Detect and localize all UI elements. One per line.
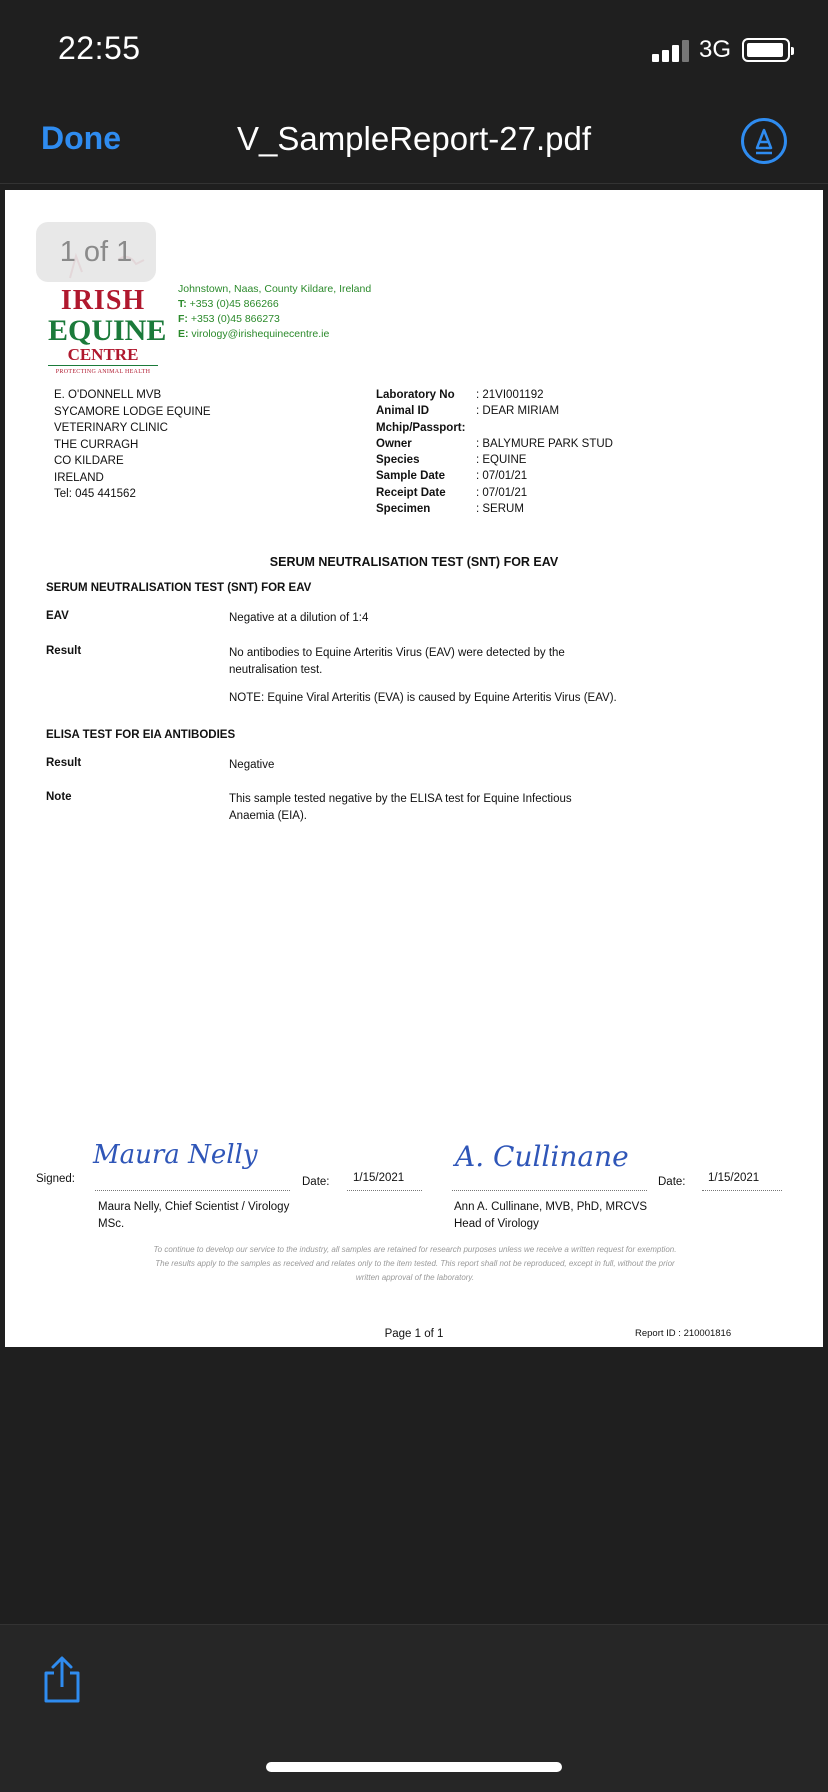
pdf-page (5, 190, 823, 1347)
elisa-note-value: This sample tested negative by the ELISA test for Equine Infectious Anaemia (EIA). (229, 793, 572, 822)
contact-email: virology@irishequinecentre.ie (191, 328, 330, 340)
lab-info-label: Laboratory No (376, 389, 455, 401)
client-line: E. O'DONNELL MVB (54, 389, 162, 401)
client-line: SYCAMORE LODGE EQUINE (54, 405, 211, 418)
date-line (347, 1190, 422, 1191)
lab-info-row (376, 387, 613, 403)
elisa-result-value: Negative (229, 759, 275, 771)
lab-info-value: : EQUINE (476, 454, 527, 467)
signatory-1-title: MSc. (98, 1218, 125, 1230)
lab-info-value: : 21VI001192 (476, 389, 544, 401)
signatory-1-name: Maura Nelly, Chief Scientist / Virology (98, 1201, 290, 1213)
date-label: Date: (658, 1176, 686, 1188)
lab-info-value: : BALYMURE PARK STUD (476, 437, 613, 450)
status-bar (0, 0, 828, 100)
clock: 22:55 (58, 30, 141, 66)
network-type: 3G (699, 36, 732, 63)
page-number: Page 1 of 1 (384, 1328, 444, 1340)
eav-value: Negative at a dilution of 1:4 (229, 612, 369, 624)
home-indicator[interactable] (266, 1762, 562, 1772)
elisa-result-label: Result (46, 757, 82, 769)
lab-info-row (376, 436, 613, 452)
client-line: IRELAND (54, 471, 104, 484)
signal-icon (652, 40, 692, 62)
eav-label: EAV (46, 610, 69, 622)
snt-note: NOTE: Equine Viral Arteritis (EVA) is caused by Equine Arteritis Virus (EAV). (229, 692, 617, 704)
email-label: E: (178, 328, 189, 340)
contact-address: Johnstown, Naas, County Kildare, Ireland (178, 283, 372, 295)
signed-label: Signed: (36, 1173, 76, 1185)
signature-1: Maura Nelly (93, 1140, 258, 1170)
contact-block (178, 282, 371, 342)
snt-section-heading: SERUM NEUTRALISATION TEST (SNT) FOR EAV (46, 582, 312, 594)
done-button[interactable]: Done (41, 120, 121, 156)
signature-line (95, 1190, 290, 1191)
signatory-2-name: Ann A. Cullinane, MVB, PhD, MRCVS (454, 1201, 648, 1213)
report-id: Report ID : 210001816 (635, 1328, 732, 1339)
lab-info-label: Mchip/Passport: (376, 421, 466, 434)
contact-phone: +353 (0)45 866266 (189, 298, 279, 310)
disclaimer-line: To continue to develop our service to the industry, all samples are retained for research purposes unless we receive a written request for exemption. (153, 1245, 677, 1254)
logo-line2: EQUINE (48, 314, 167, 347)
battery-icon (742, 38, 790, 62)
elisa-note-label: Note (46, 791, 72, 803)
snt-result-value: No antibodies to Equine Arteritis Virus (EAV) were detected by the neutralisation test. (229, 647, 565, 676)
logo-tagline: PROTECTING ANIMAL HEALTH (55, 369, 151, 375)
client-tel: Tel: 045 441562 (54, 488, 136, 500)
client-line: THE CURRAGH (54, 438, 139, 451)
client-address (54, 387, 211, 486)
lab-info-row (376, 420, 613, 436)
document-viewer[interactable] (0, 184, 828, 1624)
contact-fax: +353 (0)45 866273 (190, 313, 280, 325)
logo-line3: CENTRE (48, 345, 158, 366)
lab-info-label: Owner (376, 437, 412, 450)
signature-1-date: 1/15/2021 (353, 1172, 405, 1184)
lab-info-label: Sample Date (376, 470, 446, 483)
lab-info-row (376, 403, 613, 419)
client-line: CO KILDARE (54, 455, 124, 467)
markup-pen-icon[interactable] (741, 118, 787, 164)
fax-label: F: (178, 313, 188, 325)
lab-info-row (376, 468, 613, 484)
disclaimer-line: The results apply to the samples as received and relates only to the item tested. This report shall not be reproduced, except in full, without the prior (155, 1259, 675, 1268)
phone-label: T: (178, 298, 187, 310)
elisa-section-heading: ELISA TEST FOR EIA ANTIBODIES (46, 729, 236, 741)
lab-info-label: Receipt Date (376, 486, 446, 499)
signatory-2 (454, 1199, 647, 1233)
share-icon[interactable] (40, 1655, 84, 1705)
lab-info-value: : 07/01/21 (476, 470, 528, 483)
disclaimer (85, 1243, 745, 1285)
client-line: VETERINARY CLINIC (54, 422, 168, 434)
lab-info-value: : 07/01/21 (476, 486, 528, 499)
signature-2: A. Cullinane (455, 1140, 629, 1173)
lab-info-value: : DEAR MIRIAM (476, 405, 560, 418)
page-indicator: 1 of 1 (36, 222, 156, 282)
lab-info-label: Specimen (376, 503, 431, 516)
report-heading: SERUM NEUTRALISATION TEST (SNT) FOR EAV (269, 555, 559, 569)
lab-info-row (376, 501, 613, 517)
signature-line (452, 1190, 647, 1191)
signature-2-date: 1/15/2021 (708, 1172, 760, 1184)
disclaimer-line: written approval of the laboratory. (355, 1273, 475, 1282)
date-label: Date: (302, 1176, 330, 1188)
document-title: V_SampleReport-27.pdf (236, 120, 592, 157)
lab-info-label: Species (376, 454, 420, 467)
lab-info-row (376, 485, 613, 501)
nav-bar (0, 100, 828, 184)
lab-info (376, 387, 613, 517)
lab-info-value: : SERUM (476, 503, 524, 516)
lab-info-label: Animal ID (376, 405, 430, 418)
date-line (702, 1190, 782, 1191)
signatory-1 (98, 1199, 289, 1233)
logo-line1: IRISH (60, 285, 146, 316)
lab-info-row (376, 452, 613, 468)
signatory-2-title: Head of Virology (454, 1218, 539, 1230)
snt-result-label: Result (46, 645, 82, 657)
